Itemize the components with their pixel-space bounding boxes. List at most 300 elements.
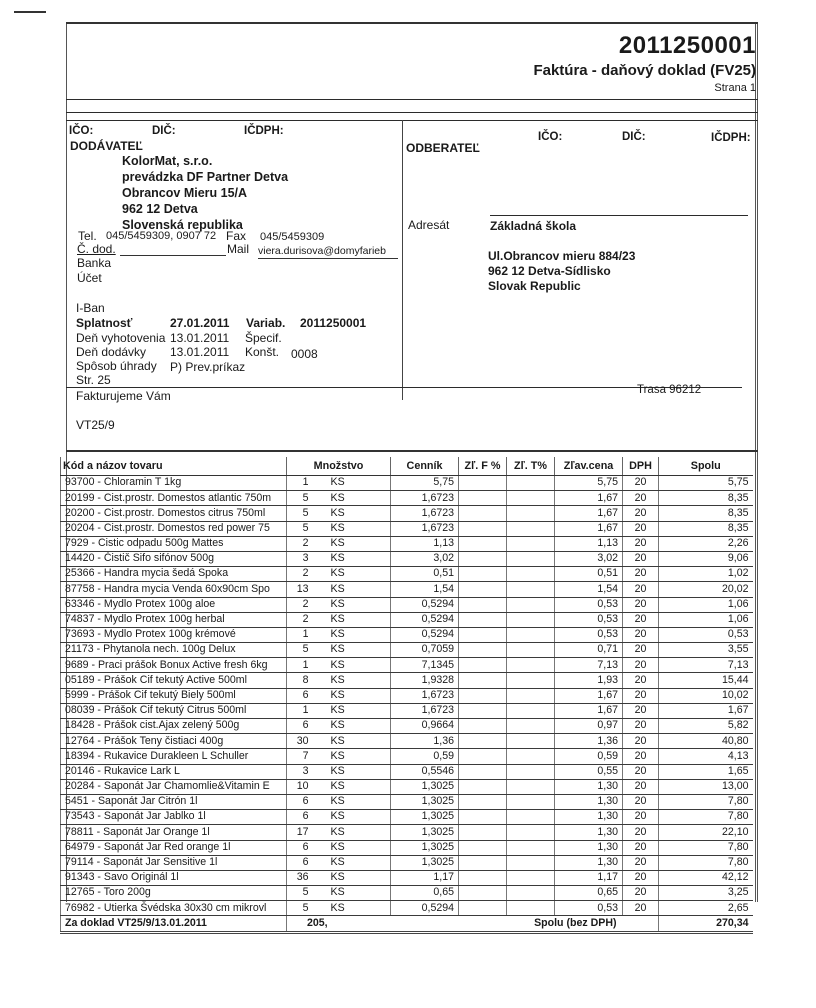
items-body (61, 476, 753, 916)
item-name: 20146 - Rukavice Lark L (61, 764, 287, 779)
item-discount-t (507, 764, 555, 779)
item-quantity: 5 (287, 491, 321, 506)
item-price: 1,3025 (391, 810, 459, 825)
item-discount-t (507, 536, 555, 551)
item-discount-f (459, 764, 507, 779)
item-name: 20284 - Saponát Jar Chamomlie&Vitamin E (61, 779, 287, 794)
item-discounted-price: 0,53 (555, 627, 623, 642)
table-row (61, 870, 753, 885)
item-quantity: 6 (287, 688, 321, 703)
item-unit: KS (321, 749, 391, 764)
item-total: 4,13 (659, 749, 753, 764)
item-total: 1,67 (659, 703, 753, 718)
item-quantity: 1 (287, 627, 321, 642)
item-name: 18394 - Rukavice Durakleen L Schuller (61, 749, 287, 764)
item-discount-f (459, 719, 507, 734)
iban-label: I-Ban (76, 301, 105, 315)
item-price: 0,65 (391, 886, 459, 901)
variab-value: 2011250001 (300, 316, 367, 330)
item-unit: KS (321, 719, 391, 734)
item-name: 12764 - Prášok Teny čistiaci 400g (61, 734, 287, 749)
item-discount-f (459, 643, 507, 658)
item-unit: KS (321, 810, 391, 825)
item-discount-t (507, 688, 555, 703)
item-vat: 20 (623, 612, 659, 627)
item-total: 15,44 (659, 673, 753, 688)
item-unit: KS (321, 476, 391, 491)
item-discounted-price: 0,55 (555, 764, 623, 779)
item-vat: 20 (623, 749, 659, 764)
item-total: 8,35 (659, 506, 753, 521)
item-discount-t (507, 719, 555, 734)
table-row (61, 658, 753, 673)
item-discount-t (507, 901, 555, 916)
item-discount-t (507, 886, 555, 901)
table-row (61, 597, 753, 612)
item-vat: 20 (623, 901, 659, 916)
item-discounted-price: 0,53 (555, 901, 623, 916)
tel-value: 045/5459309, 0907 72 (106, 230, 217, 242)
item-total: 2,26 (659, 536, 753, 551)
item-discount-t (507, 749, 555, 764)
item-discount-f (459, 627, 507, 642)
footer-sum-label: Spolu (bez DPH) (459, 916, 623, 932)
item-unit: KS (321, 506, 391, 521)
item-vat: 20 (623, 794, 659, 809)
col-header-total: Spolu (659, 457, 753, 476)
item-quantity: 6 (287, 840, 321, 855)
fax-value: 045/5459309 (260, 231, 325, 243)
item-quantity: 6 (287, 810, 321, 825)
item-discount-f (459, 688, 507, 703)
item-unit: KS (321, 840, 391, 855)
item-discount-t (507, 855, 555, 870)
header-rule-2 (66, 112, 758, 113)
item-discounted-price: 1,54 (555, 582, 623, 597)
table-row (61, 810, 753, 825)
item-discounted-price: 1,30 (555, 794, 623, 809)
party-divider (402, 120, 403, 400)
item-price: 1,3025 (391, 825, 459, 840)
item-discounted-price: 1,36 (555, 734, 623, 749)
col-header-name: Kód a názov tovaru (61, 457, 287, 476)
footer-qty-total: 205, (287, 916, 391, 932)
item-discounted-price: 1,93 (555, 673, 623, 688)
item-price: 5,75 (391, 476, 459, 491)
customer-city: 962 12 Detva-Sídlisko (488, 264, 611, 278)
item-vat: 20 (623, 536, 659, 551)
table-row (61, 643, 753, 658)
table-row (61, 627, 753, 642)
item-quantity: 6 (287, 719, 321, 734)
table-row (61, 840, 753, 855)
item-total: 3,25 (659, 886, 753, 901)
item-vat: 20 (623, 582, 659, 597)
item-quantity: 36 (287, 870, 321, 885)
item-discount-t (507, 779, 555, 794)
item-unit: KS (321, 491, 391, 506)
customer-country: Slovak Republic (488, 279, 581, 293)
supplier-city: 962 12 Detva (122, 202, 198, 216)
item-price: 1,6723 (391, 506, 459, 521)
item-vat: 20 (623, 840, 659, 855)
item-discount-t (507, 673, 555, 688)
item-discounted-price: 1,67 (555, 688, 623, 703)
table-row (61, 582, 753, 597)
item-name: 73693 - Mydlo Protex 100g krémové (61, 627, 287, 642)
item-discount-f (459, 536, 507, 551)
item-discount-t (507, 627, 555, 642)
item-discount-f (459, 673, 507, 688)
document-number: 2011250001 (618, 32, 756, 59)
item-discount-f (459, 612, 507, 627)
item-discount-f (459, 551, 507, 566)
item-discount-t (507, 643, 555, 658)
account-label: Účet (77, 271, 102, 285)
item-total: 40,80 (659, 734, 753, 749)
item-price: 0,5294 (391, 597, 459, 612)
method-value: P) Prev.príkaz (170, 360, 246, 374)
item-name: 63346 - Mydlo Protex 100g aloe (61, 597, 287, 612)
item-discounted-price: 1,30 (555, 779, 623, 794)
col-header-quantity: Množstvo (287, 457, 391, 476)
mail-value: viera.durisova@domyfarieb (258, 245, 386, 257)
item-discounted-price: 0,53 (555, 597, 623, 612)
item-price: 1,6723 (391, 521, 459, 536)
customer-ico-label: IČO: (538, 131, 563, 143)
item-price: 1,9328 (391, 673, 459, 688)
item-vat: 20 (623, 506, 659, 521)
item-discount-f (459, 779, 507, 794)
due-label: Splatnosť (76, 316, 133, 330)
item-discounted-price: 0,71 (555, 643, 623, 658)
table-row (61, 886, 753, 901)
table-row (61, 536, 753, 551)
item-unit: KS (321, 870, 391, 885)
item-unit: KS (321, 567, 391, 582)
item-vat: 20 (623, 567, 659, 582)
item-quantity: 2 (287, 612, 321, 627)
item-total: 7,13 (659, 658, 753, 673)
item-unit: KS (321, 886, 391, 901)
item-total: 7,80 (659, 810, 753, 825)
item-discount-t (507, 734, 555, 749)
table-top-rule (66, 450, 758, 452)
item-price: 3,02 (391, 551, 459, 566)
footer-blank-2 (623, 916, 659, 932)
item-discount-f (459, 840, 507, 855)
item-discounted-price: 1,30 (555, 840, 623, 855)
item-total: 1,02 (659, 567, 753, 582)
item-quantity: 5 (287, 886, 321, 901)
table-row (61, 476, 753, 491)
table-row (61, 703, 753, 718)
item-unit: KS (321, 825, 391, 840)
table-row (61, 521, 753, 536)
items-table (60, 457, 753, 934)
item-quantity: 6 (287, 794, 321, 809)
item-vat: 20 (623, 719, 659, 734)
item-name: 18428 - Prášok cist.Ajax zelený 500g (61, 719, 287, 734)
item-discount-f (459, 658, 507, 673)
item-quantity: 2 (287, 567, 321, 582)
item-vat: 20 (623, 870, 659, 885)
item-price: 1,3025 (391, 779, 459, 794)
table-row (61, 567, 753, 582)
item-vat: 20 (623, 886, 659, 901)
item-name: 87758 - Handra mycia Venda 60x90cm Spo (61, 582, 287, 597)
item-quantity: 2 (287, 536, 321, 551)
item-discounted-price: 1,30 (555, 825, 623, 840)
item-quantity: 2 (287, 597, 321, 612)
item-name: 64979 - Saponát Jar Red orange 1l (61, 840, 287, 855)
item-quantity: 5 (287, 506, 321, 521)
item-name: 74837 - Mydlo Protex 100g herbal (61, 612, 287, 627)
intro-rule (66, 387, 406, 388)
item-name: 78811 - Saponát Jar Orange 1l (61, 825, 287, 840)
item-vat: 20 (623, 658, 659, 673)
item-quantity: 17 (287, 825, 321, 840)
item-total: 3,55 (659, 643, 753, 658)
item-quantity: 6 (287, 855, 321, 870)
item-total: 42,12 (659, 870, 753, 885)
adresat-label: Adresát (408, 218, 450, 232)
delivery-label: Deň dodávky (76, 345, 147, 359)
item-discount-t (507, 551, 555, 566)
document-title: Faktúra - daňový doklad (FV25) (533, 62, 756, 79)
item-total: 7,80 (659, 840, 753, 855)
item-vat: 20 (623, 491, 659, 506)
item-name: 9689 - Praci prášok Bonux Active fresh 6kg (61, 658, 287, 673)
item-unit: KS (321, 536, 391, 551)
table-row (61, 734, 753, 749)
cdod-label: Č. dod. (77, 242, 116, 256)
supplier-section-label: DODÁVATEĽ (70, 139, 143, 153)
item-total: 10,02 (659, 688, 753, 703)
item-price: 1,6723 (391, 703, 459, 718)
item-unit: KS (321, 658, 391, 673)
str-label: Str. 25 (76, 373, 111, 387)
customer-icdph-label: IČDPH: (711, 132, 751, 144)
item-discount-t (507, 582, 555, 597)
item-unit: KS (321, 901, 391, 916)
header-rule-3 (66, 120, 758, 121)
specif-label: Špecif. (245, 331, 282, 345)
item-total: 7,80 (659, 794, 753, 809)
fax-label: Fax (226, 229, 247, 243)
item-total: 2,65 (659, 901, 753, 916)
col-header-vat: DPH (623, 457, 659, 476)
item-total: 8,35 (659, 491, 753, 506)
item-discount-f (459, 749, 507, 764)
mail-rule (258, 258, 398, 259)
item-vat: 20 (623, 597, 659, 612)
page-number: Strana 1 (714, 82, 756, 94)
item-discount-t (507, 521, 555, 536)
supplier-branch: prevádzka DF Partner Detva (122, 170, 289, 184)
customer-name: Základná škola (490, 219, 577, 233)
item-name: 76982 - Utierka Švédska 30x30 cm mikrovl (61, 901, 287, 916)
table-row (61, 551, 753, 566)
item-price: 1,6723 (391, 491, 459, 506)
item-unit: KS (321, 764, 391, 779)
item-quantity: 3 (287, 764, 321, 779)
item-total: 22,10 (659, 825, 753, 840)
item-total: 5,82 (659, 719, 753, 734)
item-name: 20204 - Cist.prostr. Domestos red power 75 (61, 521, 287, 536)
item-vat: 20 (623, 673, 659, 688)
item-name: 08039 - Prášok Cif tekutý Citrus 500ml (61, 703, 287, 718)
item-unit: KS (321, 673, 391, 688)
table-row (61, 794, 753, 809)
col-header-disc-t: Zľ. T% (507, 457, 555, 476)
item-discount-f (459, 491, 507, 506)
item-name: 73543 - Saponát Jar Jablko 1l (61, 810, 287, 825)
item-unit: KS (321, 612, 391, 627)
item-total: 0,53 (659, 627, 753, 642)
item-price: 0,5546 (391, 764, 459, 779)
item-discount-t (507, 703, 555, 718)
item-discounted-price: 7,13 (555, 658, 623, 673)
item-unit: KS (321, 551, 391, 566)
col-header-disc-f: Zľ. F % (459, 457, 507, 476)
intro-ref: VT25/9 (76, 418, 115, 432)
item-quantity: 1 (287, 658, 321, 673)
item-price: 0,5294 (391, 612, 459, 627)
item-name: 20200 - Cist.prostr. Domestos citrus 750ml (61, 506, 287, 521)
item-discount-t (507, 658, 555, 673)
item-quantity: 5 (287, 521, 321, 536)
item-quantity: 1 (287, 476, 321, 491)
mail-label: Mail (227, 242, 250, 256)
supplier-icdph-label: IČDPH: (244, 125, 284, 137)
footer-blank (391, 916, 459, 932)
item-unit: KS (321, 627, 391, 642)
item-discount-t (507, 810, 555, 825)
item-discounted-price: 1,67 (555, 521, 623, 536)
item-total: 1,06 (659, 597, 753, 612)
konst-label: Konšt. (245, 345, 280, 359)
item-discount-f (459, 855, 507, 870)
item-quantity: 7 (287, 749, 321, 764)
item-quantity: 5 (287, 643, 321, 658)
item-unit: KS (321, 779, 391, 794)
item-price: 1,6723 (391, 688, 459, 703)
footer-sum-value: 270,34 (659, 916, 753, 932)
item-discounted-price: 1,67 (555, 703, 623, 718)
customer-section-label: ODBERATEĽ (406, 141, 480, 155)
table-header-row (61, 457, 753, 476)
item-discount-f (459, 567, 507, 582)
item-quantity: 3 (287, 551, 321, 566)
item-discount-f (459, 521, 507, 536)
item-discounted-price: 0,53 (555, 612, 623, 627)
item-discount-f (459, 870, 507, 885)
item-name: 20199 - Cist.prostr. Domestos atlantic 750m (61, 491, 287, 506)
item-vat: 20 (623, 855, 659, 870)
item-name: 25366 - Handra mycia šedá Spoka (61, 567, 287, 582)
item-unit: KS (321, 688, 391, 703)
item-discount-t (507, 612, 555, 627)
table-row (61, 612, 753, 627)
item-vat: 20 (623, 764, 659, 779)
item-price: 0,9664 (391, 719, 459, 734)
item-price: 0,59 (391, 749, 459, 764)
item-discount-f (459, 794, 507, 809)
item-discount-t (507, 597, 555, 612)
item-discounted-price: 0,97 (555, 719, 623, 734)
item-unit: KS (321, 582, 391, 597)
item-unit: KS (321, 643, 391, 658)
item-discount-t (507, 491, 555, 506)
item-name: 14420 - Čistič Sifo sifónov 500g (61, 551, 287, 566)
item-discount-f (459, 810, 507, 825)
item-unit: KS (321, 734, 391, 749)
table-row (61, 491, 753, 506)
table-row (61, 764, 753, 779)
item-vat: 20 (623, 521, 659, 536)
item-discount-t (507, 825, 555, 840)
item-name: 12765 - Toro 200g (61, 886, 287, 901)
supplier-country: Slovenská republika (122, 218, 243, 232)
item-discount-f (459, 825, 507, 840)
item-price: 1,54 (391, 582, 459, 597)
item-vat: 20 (623, 734, 659, 749)
item-vat: 20 (623, 627, 659, 642)
supplier-ico-label: IČO: (69, 125, 94, 137)
item-vat: 20 (623, 779, 659, 794)
item-discounted-price: 1,17 (555, 870, 623, 885)
item-discount-t (507, 506, 555, 521)
item-quantity: 8 (287, 673, 321, 688)
item-unit: KS (321, 597, 391, 612)
item-discount-t (507, 794, 555, 809)
item-name: 93700 - Chloramin T 1kg (61, 476, 287, 491)
item-discount-f (459, 597, 507, 612)
item-name: 91343 - Savo Originál 1l (61, 870, 287, 885)
item-total: 13,00 (659, 779, 753, 794)
table-footer-row (61, 916, 753, 932)
item-discounted-price: 1,67 (555, 491, 623, 506)
item-vat: 20 (623, 810, 659, 825)
item-quantity: 5 (287, 901, 321, 916)
item-price: 1,13 (391, 536, 459, 551)
variab-label: Variab. (246, 316, 286, 330)
item-price: 1,3025 (391, 855, 459, 870)
table-row (61, 855, 753, 870)
bank-label: Banka (77, 256, 112, 270)
table-row (61, 901, 753, 916)
tel-label: Tel. (78, 229, 97, 243)
issued-value: 13.01.2011 (170, 331, 230, 345)
item-unit: KS (321, 855, 391, 870)
table-row (61, 688, 753, 703)
supplier-dic-label: DIČ: (152, 125, 176, 137)
item-vat: 20 (623, 643, 659, 658)
item-discounted-price: 0,59 (555, 749, 623, 764)
item-discount-f (459, 476, 507, 491)
item-discounted-price: 0,51 (555, 567, 623, 582)
supplier-name: KolorMat, s.r.o. (122, 154, 213, 168)
item-price: 0,51 (391, 567, 459, 582)
customer-dic-label: DIČ: (622, 131, 646, 143)
item-total: 7,80 (659, 855, 753, 870)
item-discounted-price: 1,67 (555, 506, 623, 521)
item-total: 1,06 (659, 612, 753, 627)
item-name: 79114 - Saponát Jar Sensitive 1l (61, 855, 287, 870)
col-header-price: Cenník (391, 457, 459, 476)
item-quantity: 13 (287, 582, 321, 597)
